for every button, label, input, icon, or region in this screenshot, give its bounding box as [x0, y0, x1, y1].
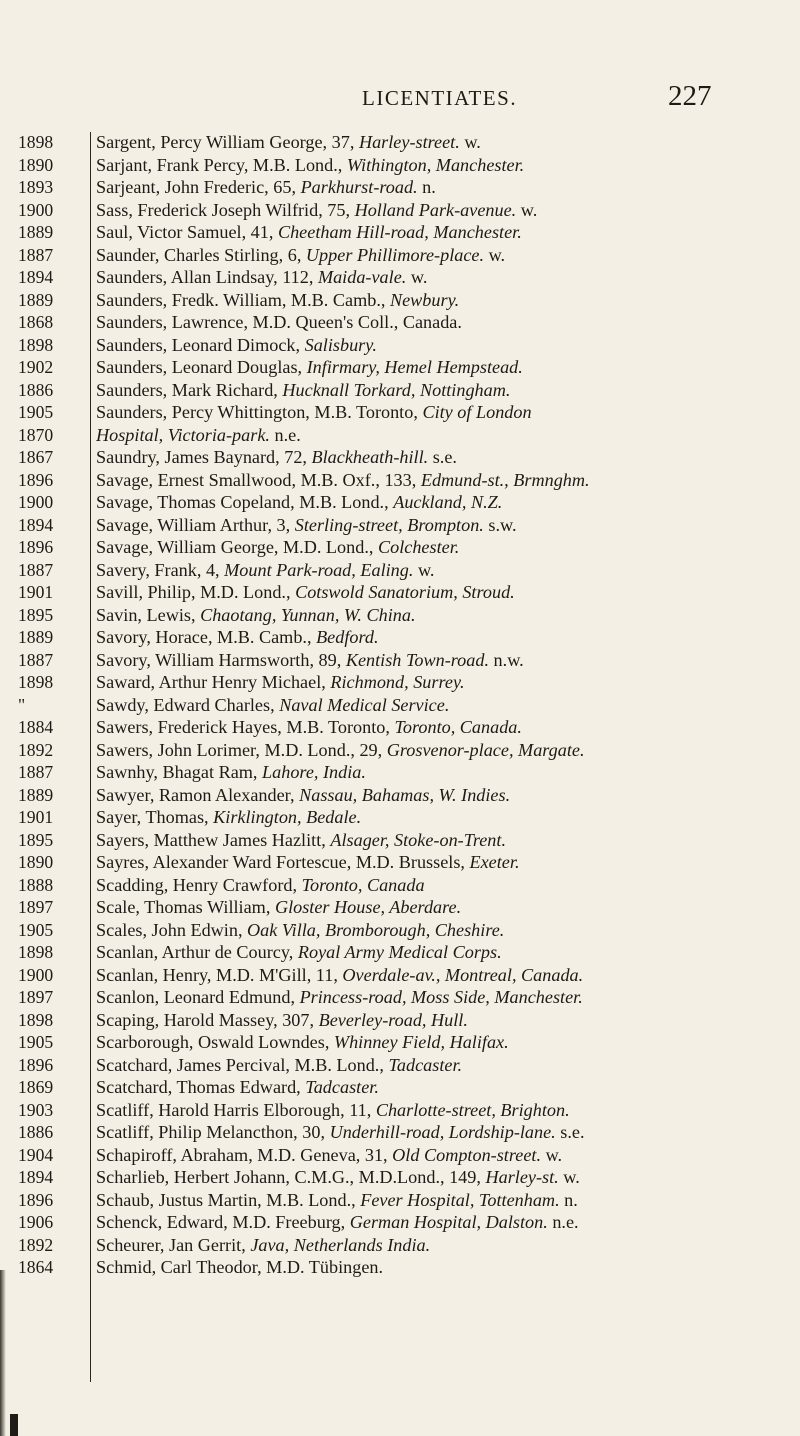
- column-divider: [90, 132, 91, 1382]
- entry-year: 1902: [18, 357, 54, 377]
- entry-address: Overdale-av., Montreal, Canada.: [342, 964, 584, 985]
- list-item: [96, 784, 788, 807]
- entry-year: 1904: [18, 1144, 54, 1165]
- entry-year: 1887: [18, 649, 54, 670]
- entry-year: 1894: [18, 267, 54, 287]
- list-item: [96, 1009, 788, 1032]
- entry-name: Savory, Horace, M.B. Camb.,: [96, 627, 317, 647]
- entry-address: Sterling-street, Brompton.: [294, 514, 484, 535]
- entry-address: German Hospital, Dalston.: [349, 1212, 548, 1232]
- list-item: [96, 559, 788, 582]
- entry-address: Parkhurst-road.: [300, 177, 418, 197]
- entry-year: 1886: [18, 379, 54, 400]
- entry-year: 1887: [18, 559, 54, 580]
- entry-name: Scharlieb, Herbert Johann, C.M.G., M.D.Lond., 149,: [96, 1167, 486, 1187]
- entry-address: Cheetham Hill-road, Manchester.: [277, 222, 522, 242]
- entry-year: 1900: [18, 492, 54, 512]
- list-item: [96, 716, 788, 739]
- list-item: [96, 1076, 788, 1099]
- entry-name: Saunders, Fredk. William, M.B. Camb.,: [96, 289, 390, 310]
- entry-address: Kentish Town-road.: [345, 649, 489, 670]
- entry-name: Saunders, Lawrence, M.D. Queen's Coll., Canada.: [96, 312, 462, 332]
- entry-name: Saunders, Leonard Dimock,: [96, 334, 305, 355]
- entry-address: Kirklington, Bedale.: [213, 807, 362, 827]
- entry-year: 1869: [18, 1077, 54, 1097]
- entry-year: 1893: [18, 177, 54, 197]
- entry-district: n.: [559, 1189, 578, 1210]
- list-item: [96, 266, 788, 289]
- list-item: [96, 244, 788, 267]
- list-item: [96, 806, 788, 829]
- list-item: [96, 1189, 788, 1212]
- entry-year: 1896: [18, 469, 54, 490]
- entry-name: Schaub, Justus Martin, M.B. Lond.,: [96, 1189, 361, 1210]
- list-item: [96, 1211, 788, 1234]
- list-item: [96, 649, 788, 672]
- entry-year: 1905: [18, 1032, 54, 1052]
- entry-year: 1898: [18, 1009, 54, 1030]
- list-item: [96, 604, 788, 627]
- entry-year: 1896: [18, 537, 54, 557]
- entry-year: ": [18, 694, 26, 715]
- list-item: [96, 1054, 788, 1077]
- entry-year: 1905: [18, 402, 54, 422]
- entry-year: 1898: [18, 132, 54, 152]
- entry-year: 1888: [18, 874, 54, 895]
- entry-year: 1864: [18, 1257, 54, 1277]
- entry-address: Harley-street.: [358, 132, 460, 152]
- list-item: [96, 469, 788, 492]
- list-item: [96, 829, 788, 852]
- entry-name: Savage, William Arthur, 3,: [96, 514, 295, 535]
- entry-name: Sayer, Thomas,: [96, 807, 214, 827]
- list-item: [96, 851, 788, 874]
- entry-name: Saunders, Allan Lindsay, 112,: [96, 267, 318, 287]
- entry-name: Sawers, John Lorimer, M.D. Lond., 29,: [96, 739, 387, 760]
- entry-address: Naval Medical Service.: [279, 694, 450, 715]
- entry-year: 1905: [18, 919, 54, 940]
- list-item: [96, 536, 788, 559]
- entry-district: s.e.: [428, 447, 457, 467]
- entry-name: Sarjeant, John Frederic, 65,: [96, 177, 301, 197]
- list-item: [96, 874, 788, 897]
- entry-name: Scanlan, Henry, M.D. M'Gill, 11,: [96, 964, 343, 985]
- entry-address: Auckland, N.Z.: [393, 492, 503, 512]
- entries-column: [96, 131, 788, 1279]
- entry-year: 1870: [18, 424, 54, 445]
- entry-year: 1897: [18, 987, 54, 1007]
- list-item: [96, 401, 788, 424]
- entry-address: Exeter.: [469, 852, 520, 872]
- entry-address: Beverley-road, Hull.: [318, 1009, 468, 1030]
- entry-year: 1889: [18, 289, 54, 310]
- entry-name: Savage, William George, M.D. Lond.,: [96, 537, 378, 557]
- list-item: [96, 1234, 788, 1257]
- list-item: [96, 896, 788, 919]
- entry-address: Tadcaster.: [305, 1077, 379, 1097]
- page-edge-shadow: [0, 1270, 6, 1436]
- running-head: LICENTIATES.: [362, 86, 518, 110]
- entry-address: Royal Army Medical Corps.: [297, 942, 502, 962]
- list-item: [96, 1256, 788, 1279]
- entry-name: Scales, John Edwin,: [96, 919, 248, 940]
- entry-name: Sarjant, Frank Percy, M.B. Lond.,: [96, 154, 347, 175]
- entry-address: Toronto, Canada: [301, 874, 425, 895]
- entry-name: Scatliff, Philip Melancthon, 30,: [96, 1122, 330, 1142]
- entry-name: Saunder, Charles Stirling, 6,: [96, 244, 306, 265]
- entry-name: Scatchard, James Percival, M.B. Lond.,: [96, 1054, 389, 1075]
- entry-name: Scadding, Henry Crawford,: [96, 874, 302, 895]
- entry-district: w.: [558, 1167, 580, 1187]
- entry-year: 1884: [18, 717, 54, 737]
- entry-year: 1901: [18, 807, 54, 827]
- entry-name: Sass, Frederick Joseph Wilfrid, 75,: [96, 199, 355, 220]
- entry-district: s.e.: [555, 1122, 585, 1142]
- entry-address: Old Compton-street.: [392, 1144, 542, 1165]
- entry-address: Hucknall Torkard, Nottingham.: [282, 379, 511, 400]
- entry-district: n.: [417, 177, 436, 197]
- list-item: [96, 1166, 788, 1189]
- entry-name: Savage, Thomas Copeland, M.B. Lond.,: [96, 492, 394, 512]
- list-item: [96, 986, 788, 1009]
- entry-year: 1900: [18, 964, 54, 985]
- page-header: [0, 80, 800, 120]
- list-item: [96, 761, 788, 784]
- entry-year: 1892: [18, 1234, 54, 1255]
- entry-name: Sawyer, Ramon Alexander,: [96, 784, 300, 805]
- entry-district: w.: [516, 199, 538, 220]
- entry-name: Savin, Lewis,: [96, 604, 201, 625]
- entry-year: 1901: [18, 582, 54, 602]
- entry-address: Colchester.: [377, 537, 460, 557]
- list-item: [96, 1121, 788, 1144]
- entry-address: Princess-road, Moss Side, Manchester.: [299, 987, 583, 1007]
- list-item: [96, 176, 788, 199]
- entry-year: 1894: [18, 514, 54, 535]
- list-item: [96, 581, 788, 604]
- entry-year: 1887: [18, 244, 54, 265]
- list-item: [96, 671, 788, 694]
- entry-year: 1895: [18, 604, 54, 625]
- entry-address: Charlotte-street, Brighton.: [375, 1099, 570, 1120]
- list-item: [96, 311, 788, 334]
- entry-district: n.w.: [489, 649, 524, 670]
- entry-year: 1887: [18, 762, 54, 782]
- entry-address: Grosvenor-place, Margate.: [386, 739, 585, 760]
- entry-address: Upper Phillimore-place.: [305, 244, 485, 265]
- list-item: [96, 919, 788, 942]
- entry-name: Sawdy, Edward Charles,: [96, 694, 280, 715]
- entry-name: Scanlon, Leonard Edmund,: [96, 987, 300, 1007]
- entry-name: Savory, William Harmsworth, 89,: [96, 649, 346, 670]
- entry-address: Toronto, Canada.: [394, 717, 522, 737]
- entry-address: Lahore, India.: [262, 762, 366, 782]
- year-column: [18, 131, 82, 1279]
- entry-name: Schmid, Carl Theodor, M.D. Tübingen.: [96, 1257, 384, 1277]
- entry-year: 1892: [18, 739, 54, 760]
- entry-address: Cotswold Sanatorium, Stroud.: [295, 582, 515, 602]
- entry-name: Scatliff, Harold Harris Elborough, 11,: [96, 1099, 376, 1120]
- entry-year: 1886: [18, 1122, 54, 1142]
- entry-address: Edmund-st., Brmnghm.: [420, 469, 590, 490]
- entry-name: Scanlan, Arthur de Courcy,: [96, 942, 298, 962]
- entry-name: Schapiroff, Abraham, M.D. Geneva, 31,: [96, 1144, 393, 1165]
- entry-year: 1890: [18, 154, 54, 175]
- entry-name: Sawnhy, Bhagat Ram,: [96, 762, 263, 782]
- entry-year: 1898: [18, 942, 54, 962]
- list-item: [96, 694, 788, 717]
- entry-name: Sargent, Percy William George, 37,: [96, 132, 359, 152]
- entry-name: Scheurer, Jan Gerrit,: [96, 1234, 251, 1255]
- list-item: [96, 514, 788, 537]
- entry-name: Schenck, Edward, M.D. Freeburg,: [96, 1212, 350, 1232]
- entry-name: Saunders, Mark Richard,: [96, 379, 283, 400]
- list-item: [96, 739, 788, 762]
- entry-year: 1895: [18, 829, 54, 850]
- entry-address: Blackheath-hill.: [311, 447, 429, 467]
- entry-year: 1906: [18, 1212, 54, 1232]
- entry-name: Savery, Frank, 4,: [96, 559, 225, 580]
- entry-address: Fever Hospital, Tottenham.: [360, 1189, 560, 1210]
- entry-name: Scaping, Harold Massey, 307,: [96, 1009, 319, 1030]
- entry-year: 1889: [18, 784, 54, 805]
- entry-year: 1868: [18, 312, 54, 332]
- list-item: [96, 1031, 788, 1054]
- entry-year: 1898: [18, 672, 54, 692]
- entry-address: Hospital, Victoria-park.: [96, 424, 270, 445]
- entry-district: n.e.: [269, 424, 301, 445]
- entry-name: Scale, Thomas William,: [96, 897, 275, 917]
- entry-year: 1889: [18, 222, 54, 242]
- entry-year: 1898: [18, 334, 54, 355]
- entry-year: 1896: [18, 1189, 54, 1210]
- entry-year: 1903: [18, 1099, 54, 1120]
- entry-name: Sayres, Alexander Ward Fortescue, M.D. Brussels,: [96, 852, 470, 872]
- list-item: [96, 1099, 788, 1122]
- entry-year: 1897: [18, 897, 54, 917]
- entry-district: w.: [484, 244, 506, 265]
- list-item: [96, 221, 788, 244]
- list-item: [96, 131, 788, 154]
- entry-name: Saul, Victor Samuel, 41,: [96, 222, 278, 242]
- list-item: [96, 356, 788, 379]
- entry-address: Oak Villa, Bromborough, Cheshire.: [247, 919, 505, 940]
- entry-address: Java, Netherlands India.: [250, 1234, 431, 1255]
- list-item: [96, 424, 788, 447]
- page-number: 227: [668, 80, 712, 112]
- entry-address: Harley-st.: [485, 1167, 559, 1187]
- entry-name: Scatchard, Thomas Edward,: [96, 1077, 306, 1097]
- entry-address: Salisbury.: [304, 334, 377, 355]
- entry-address: Maida-vale.: [317, 267, 407, 287]
- list-item: [96, 199, 788, 222]
- entry-address: Underhill-road, Lordship-lane.: [329, 1122, 556, 1142]
- entry-address: Newbury.: [389, 289, 460, 310]
- list-item: [96, 446, 788, 469]
- entry-name: Saundry, James Baynard, 72,: [96, 447, 312, 467]
- entry-address: Gloster House, Aberdare.: [274, 897, 462, 917]
- entry-name: Savill, Philip, M.D. Lond.,: [96, 582, 296, 602]
- entry-name: Scarborough, Oswald Lowndes,: [96, 1032, 334, 1052]
- entry-year: 1894: [18, 1167, 54, 1187]
- entry-year: 1867: [18, 447, 54, 467]
- list-item: [96, 289, 788, 312]
- entry-year: 1889: [18, 627, 54, 647]
- entry-name: Saunders, Percy Whittington, M.B. Toronto,: [96, 402, 423, 422]
- list-item: [96, 1144, 788, 1167]
- entry-address: Mount Park-road, Ealing.: [224, 559, 414, 580]
- entry-address: Whinney Field, Halifax.: [333, 1032, 509, 1052]
- list-item: [96, 491, 788, 514]
- entry-year: 1900: [18, 199, 54, 220]
- entry-name: Saunders, Leonard Douglas,: [96, 357, 307, 377]
- entry-address: Bedford.: [316, 627, 379, 647]
- entry-district: w.: [541, 1144, 563, 1165]
- entry-name: Saward, Arthur Henry Michael,: [96, 672, 331, 692]
- list-item: [96, 379, 788, 402]
- entry-name: Sayers, Matthew James Hazlitt,: [96, 829, 331, 850]
- entry-district: s.w.: [483, 514, 517, 535]
- list-item: [96, 964, 788, 987]
- entry-address: Chaotang, Yunnan, W. China.: [200, 604, 416, 625]
- entry-district: n.e.: [547, 1212, 579, 1232]
- entry-name: Sawers, Frederick Hayes, M.B. Toronto,: [96, 717, 395, 737]
- list-item: [96, 154, 788, 177]
- entry-address: Withington, Manchester.: [346, 154, 525, 175]
- entry-district: w.: [406, 267, 428, 287]
- entry-address: Nassau, Bahamas, W. Indies.: [299, 784, 511, 805]
- list-item: [96, 941, 788, 964]
- list-item: [96, 626, 788, 649]
- entry-year: 1890: [18, 852, 54, 872]
- entry-district: w.: [413, 559, 435, 580]
- entry-address: Tadcaster.: [388, 1054, 463, 1075]
- entry-address: City of London: [422, 402, 532, 422]
- entry-year: 1896: [18, 1054, 54, 1075]
- list-item: [96, 334, 788, 357]
- entry-district: w.: [459, 132, 481, 152]
- entry-address: Holland Park-avenue.: [354, 199, 517, 220]
- entry-name: Savage, Ernest Smallwood, M.B. Oxf., 133,: [96, 469, 421, 490]
- entry-address: Infirmary, Hemel Hempstead.: [306, 357, 523, 377]
- entry-address: Richmond, Surrey.: [330, 672, 465, 692]
- entry-address: Alsager, Stoke-on-Trent.: [330, 829, 506, 850]
- binding-mark: [10, 1414, 18, 1436]
